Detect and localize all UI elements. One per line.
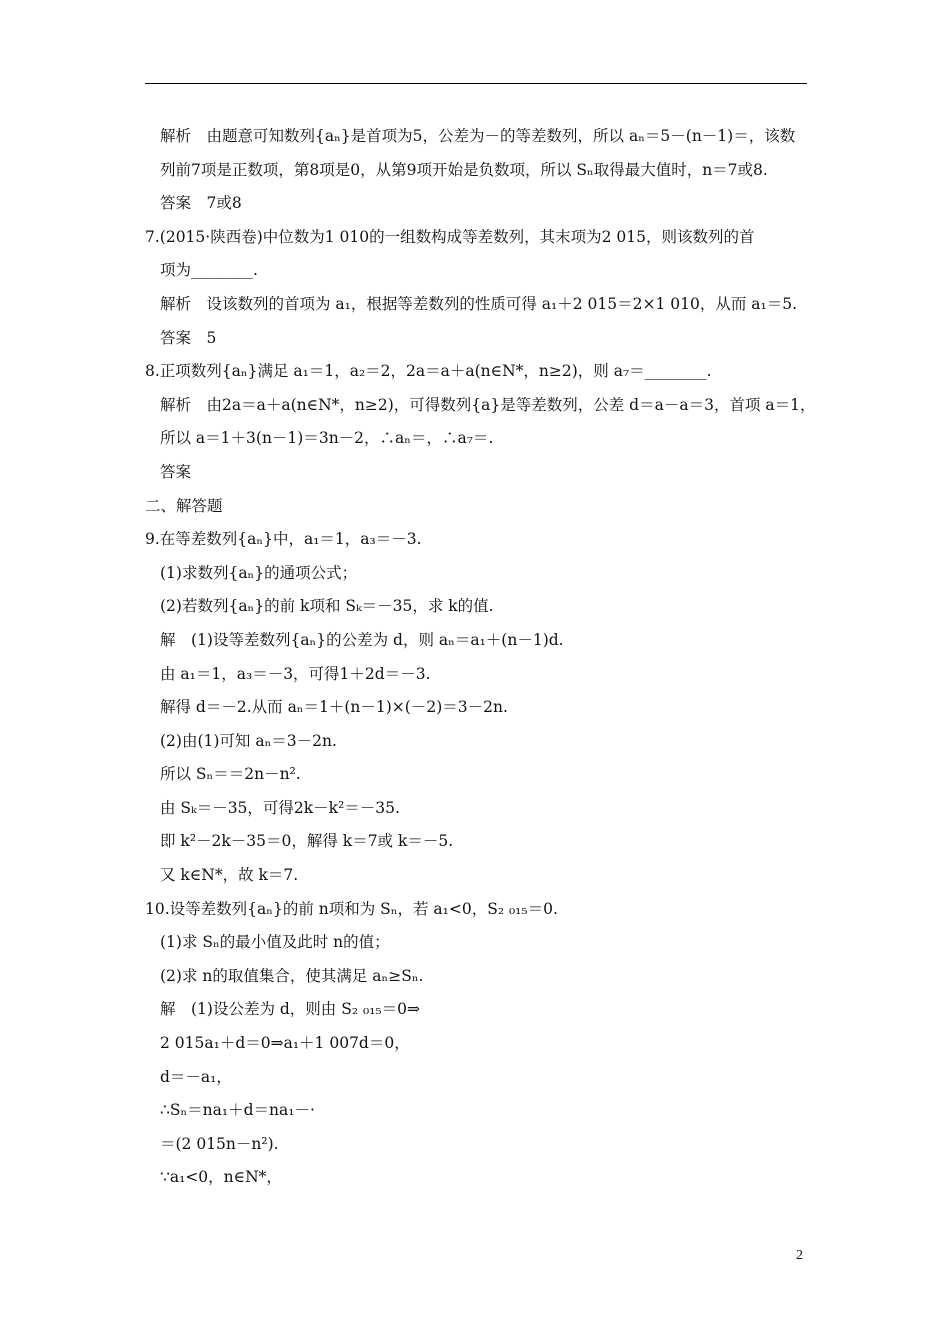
text-line: 答案 (160, 462, 192, 481)
text-line: 解析 设该数列的首项为 a₁，根据等差数列的性质可得 a₁＋2 015＝2×1 010，从而 a₁＝5. (160, 294, 798, 313)
text-line: 由 a₁＝1，a₃＝－3，可得1＋2d＝－3. (160, 664, 431, 683)
text-line: 又 k∈N*，故 k＝7. (160, 866, 299, 885)
text-line: (1)求数列{aₙ}的通项公式； (160, 563, 358, 582)
text-line: 解 (1)设等差数列{aₙ}的公差为 d，则 aₙ＝a₁＋(n－1)d. (160, 630, 564, 649)
text-line: ＝(2 015n－n²). (160, 1134, 279, 1153)
text-line: (2)求 n的取值集合，使其满足 aₙ≥Sₙ. (160, 966, 424, 985)
question-8: 8.正项数列{aₙ}满足 a₁＝1，a₂＝2，2a＝a＋a(n∈N*，n≥2)，则 a₇＝________. (145, 362, 712, 381)
text-line: 所以 Sₙ＝＝2n－n². (160, 765, 301, 784)
text-line: 所以 a＝1＋3(n－1)＝3n－2，∴aₙ＝，∴a₇＝. (160, 429, 494, 448)
section-heading: 二、解答题 (145, 496, 223, 515)
text-line: 答案 7或8 (160, 194, 242, 213)
text-line: (2)若数列{aₙ}的前 k项和 Sₖ＝－35，求 k的值. (160, 597, 494, 616)
question-10: 10.设等差数列{aₙ}的前 n项和为 Sₙ，若 a₁<0，S₂ ₀₁₅＝0. (145, 899, 558, 918)
text-line: (2)由(1)可知 aₙ＝3－2n. (160, 731, 337, 750)
text-line: 2 015a₁＋d＝0⇒a₁＋1 007d＝0， (160, 1034, 410, 1053)
text-line: ∴Sₙ＝na₁＋d＝na₁－· (160, 1101, 315, 1120)
text-line: ∵a₁<0，n∈N*， (160, 1168, 282, 1187)
document-body (145, 120, 816, 1195)
question-9: 9.在等差数列{aₙ}中，a₁＝1，a₃＝－3. (145, 530, 422, 549)
page-number: 2 (796, 1248, 803, 1263)
text-line: 答案 5 (160, 328, 217, 347)
text-line: 解析 由2a＝a＋a(n∈N*，n≥2)，可得数列{a}是等差数列，公差 d＝a－a＝3，首项 a＝1， (160, 395, 816, 414)
header-rule (145, 83, 807, 84)
text-line: (1)求 Sₙ的最小值及此时 n的值； (160, 933, 390, 952)
question-7: 7.(2015·陕西卷)中位数为1 010的一组数构成等差数列，其末项为2 015，则该数列的首 (145, 227, 755, 246)
text-line: d＝－a₁， (160, 1067, 232, 1086)
text-line: 项为________. (160, 261, 258, 280)
text-line: 即 k²－2k－35＝0，解得 k＝7或 k＝－5. (160, 832, 454, 851)
text-line: 列前7项是正数项，第8项是0，从第9项开始是负数项，所以 Sₙ取得最大值时，n＝7或8. (160, 160, 768, 179)
text-line: 由 Sₖ＝－35，可得2k－k²＝－35. (160, 798, 400, 817)
text-line: 解 (1)设公差为 d，则由 S₂ ₀₁₅＝0⇒ (160, 1000, 420, 1019)
text-line: 解得 d＝－2.从而 aₙ＝1＋(n－1)×(－2)＝3－2n. (160, 698, 508, 717)
text-line: 解析 由题意可知数列{aₙ}是首项为5，公差为－的等差数列，所以 aₙ＝5－(n－1)＝，该数 (160, 127, 796, 145)
